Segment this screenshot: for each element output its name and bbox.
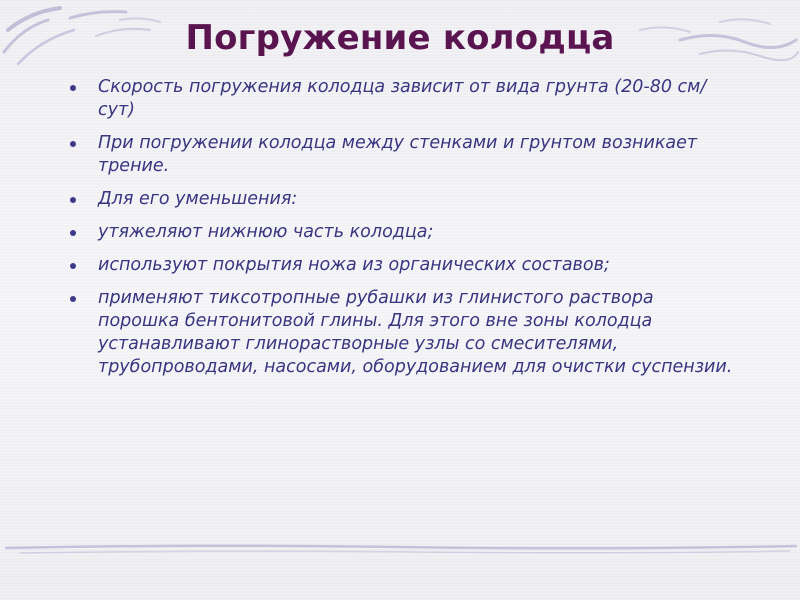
bullet-text: утяжеляют нижнюю часть колодца;	[98, 222, 434, 242]
bullet-text: применяют тиксотропные рубашки из глинистого раствора порошка бентонитовой глины. Для этого вне зоны колодца устанавливают глинорастворные узлы со смесителями, трубопроводами, насосами, оборудованием для очистки суспензии.	[98, 288, 733, 377]
slide-title: Погружение колодца	[185, 18, 615, 58]
bullet-item	[68, 254, 738, 277]
bullet-dot-icon	[70, 296, 76, 302]
bullet-item	[68, 287, 738, 379]
bullet-item	[68, 76, 738, 122]
bullet-item	[68, 221, 738, 244]
bullet-dot-icon	[70, 197, 76, 203]
bullet-text: Скорость погружения колодца зависит от вида грунта (20-80 см/сут)	[98, 77, 707, 120]
bullet-text: Для его уменьшения:	[98, 189, 298, 209]
bullet-dot-icon	[70, 85, 76, 91]
bullet-text: используют покрытия ножа из органических составов;	[98, 255, 610, 275]
bullet-dot-icon	[70, 141, 76, 147]
bullet-dot-icon	[70, 230, 76, 236]
bullet-list	[68, 76, 738, 389]
bullet-dot-icon	[70, 263, 76, 269]
bullet-item	[68, 132, 738, 178]
bullet-text: При погружении колодца между стенками и грунтом возникает трение.	[98, 133, 698, 176]
bullet-item	[68, 188, 738, 211]
